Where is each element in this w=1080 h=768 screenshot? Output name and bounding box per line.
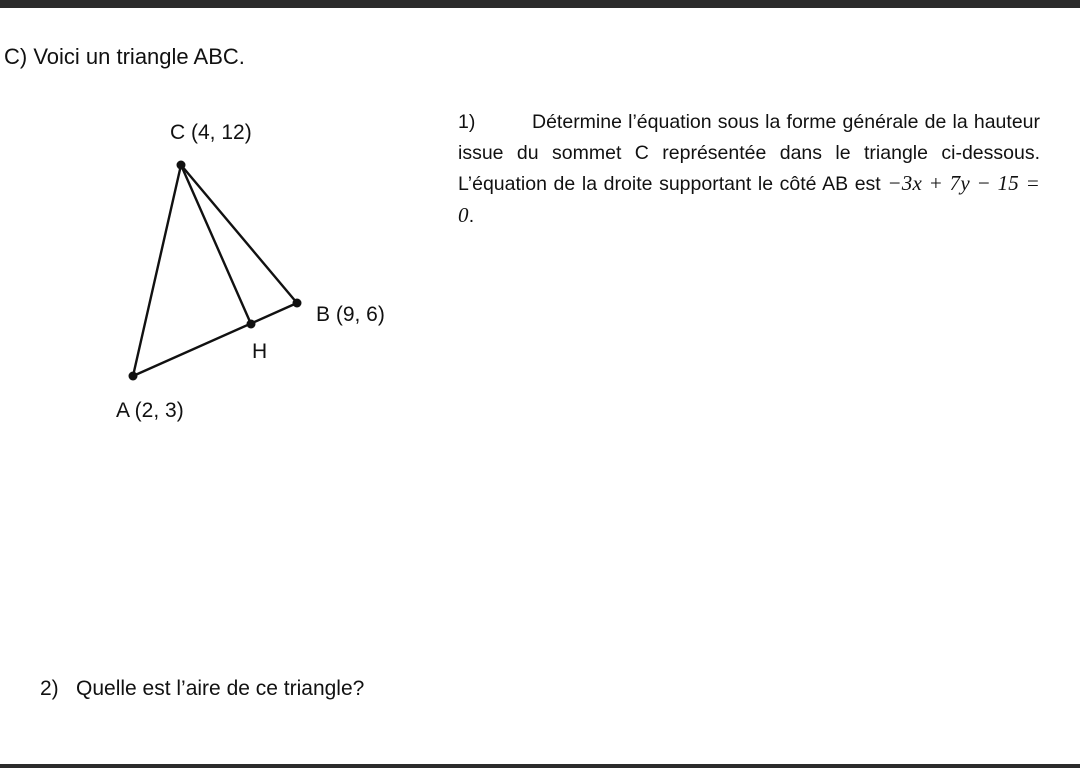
section-heading: C) Voici un triangle ABC.	[4, 44, 245, 69]
bottom-frame-bar	[0, 764, 1080, 768]
label-a: A (2, 3)	[116, 399, 184, 422]
label-b: B (9, 6)	[316, 303, 385, 326]
altitude-ch	[181, 165, 251, 324]
ab-line-equation: −3x + 7y − 15 = 0	[458, 171, 1041, 227]
question-1-text: Détermine l’équation sous la forme générale de la hauteur issue du sommet C représentée dans le triangle ci-dessous. L’équation de la droite supportant le côté AB est	[458, 111, 1040, 195]
side-ab	[133, 303, 297, 376]
foot-h-dot	[247, 320, 256, 329]
triangle-figure	[0, 0, 460, 440]
vertex-a-dot	[129, 372, 138, 381]
question-1-number: 1)	[458, 111, 476, 133]
label-c: C (4, 12)	[170, 121, 252, 144]
vertex-b-dot	[293, 299, 302, 308]
label-h: H	[252, 340, 268, 363]
vertex-c-dot	[177, 161, 186, 170]
question-1-period: .	[468, 204, 475, 227]
question-2-text: Quelle est l’aire de ce triangle?	[76, 677, 365, 700]
side-ac	[133, 165, 181, 376]
question-1	[458, 107, 1040, 231]
question-2	[40, 676, 364, 702]
question-2-number: 2)	[40, 677, 59, 700]
side-cb	[181, 165, 297, 303]
